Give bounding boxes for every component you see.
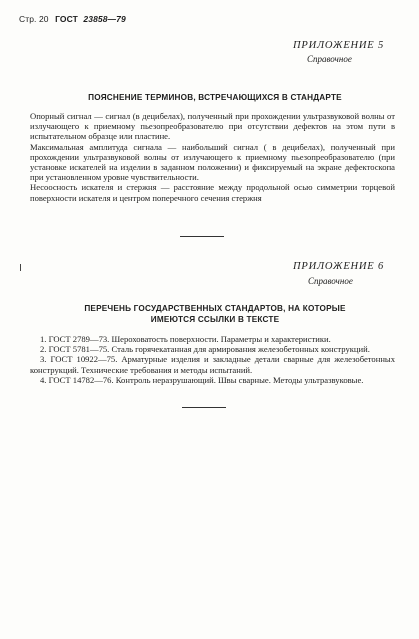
standard-number: 23858—79 — [83, 14, 126, 24]
page-number: Стр. 20 — [19, 14, 49, 24]
list-item: 2. ГОСТ 5781—75. Сталь горячекатанная для армирования железобетонных конструкций. — [40, 344, 370, 355]
appendix-5-subtitle: Справочное — [307, 54, 352, 64]
appendix-6-subtitle: Справочное — [308, 276, 353, 286]
term-max-amplitude: Максимальная амплитуда сигнала — наибольший сигнал ( в децибелах), полученный при прохождении ультразвуковой волны от излучающего к приемному пьезопреобразователю (при установке искателей на изделии в заданном положении) и фиксируемый на экране дефектоскопа при установленном уровне чувствительности. — [30, 141, 395, 183]
gost-label: ГОСТ — [55, 14, 78, 24]
standards-list — [30, 334, 395, 385]
appendix-5-heading: ПОЯСНЕНИЕ ТЕРМИНОВ, ВСТРЕЧАЮЩИХСЯ В СТАНДАРТЕ — [88, 93, 342, 102]
list-item: 3. ГОСТ 10922—75. Арматурные изделия и закладные детали сварные для железобетонных конструкций. Технические требования и методы испытаний. — [30, 354, 395, 375]
list-item: 4. ГОСТ 14782—76. Контроль неразрушающий. Швы сварные. Методы ультразвуковые. — [40, 374, 364, 385]
end-divider — [182, 407, 226, 408]
appendix-6-heading-line-1: ПЕРЕЧЕНЬ ГОСУДАРСТВЕННЫХ СТАНДАРТОВ, НА КОТОРЫЕ — [84, 304, 346, 313]
appendix-5-body — [30, 111, 395, 203]
term-reference-signal: Опорный сигнал — сигнал (в децибелах), полученный при прохождении ультразвуковой волны от излучающего к приемному пьезопреобразователю при отсутствии дефектов на этом пути в испытательном образце или пластине. — [30, 111, 395, 142]
margin-mark — [20, 264, 21, 271]
term-misalignment: Несоосность искателя и стержня — расстояние между продольной осью симметрии торцевой поверхности искателя и центром поперечного сечения стержня — [30, 182, 395, 203]
section-divider — [180, 236, 224, 237]
list-item: 1. ГОСТ 2789—73. Шероховатость поверхности. Параметры и характеристики. — [40, 334, 331, 344]
appendix-5-title: ПРИЛОЖЕНИЕ 5 — [293, 40, 384, 51]
appendix-6-heading — [30, 303, 400, 325]
appendix-6-title: ПРИЛОЖЕНИЕ 6 — [293, 261, 384, 272]
page-header — [19, 14, 126, 24]
appendix-6-heading-line-2: ИМЕЮТСЯ ССЫЛКИ В ТЕКСТЕ — [150, 315, 280, 324]
